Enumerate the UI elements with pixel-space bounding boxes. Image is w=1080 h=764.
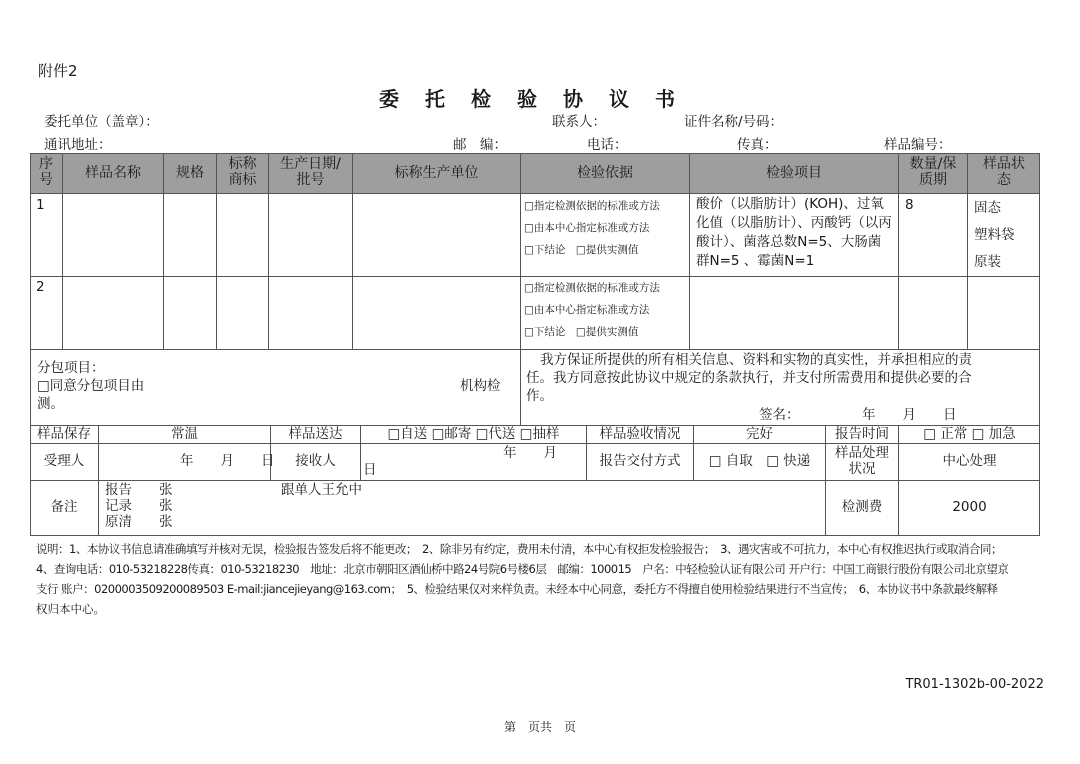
- col-header-spec: 规格: [176, 165, 204, 181]
- document-title: 委托检验协议书: [379, 87, 701, 111]
- fee-label: 检测费: [841, 499, 883, 515]
- acceptor-date: 年 月 日: [180, 453, 275, 469]
- col-header-manufacturer: 标称生产单位: [394, 165, 479, 181]
- basis-option-standard[interactable]: □指定检测依据的标准或方法: [524, 282, 660, 294]
- note-line-3: 支行 账户：0200003509200089503 E-mail:jiancejieyang@163.com； 5、检验结果仅对来样负责。未经本中心同意，委托方不得擅自使用检验结果进行不当宣传； 6、本协议书中条款最终解释: [36, 582, 998, 596]
- col-header-trademark: 标称商标: [228, 156, 257, 188]
- basis-option-conclusion[interactable]: □下结论 □提供实测值: [524, 326, 639, 338]
- delivery-method-label: 报告交付方式: [599, 453, 681, 469]
- col-header-index: 序号: [39, 156, 53, 188]
- basis-option-conclusion[interactable]: □下结论 □提供实测值: [524, 244, 639, 256]
- basis-option-standard[interactable]: □指定检测依据的标准或方法: [524, 200, 660, 212]
- basis-option-center[interactable]: □由本中心指定标准或方法: [524, 304, 650, 316]
- row-1-status: [974, 195, 1015, 276]
- annex-label: 附件2: [38, 62, 78, 80]
- phone-label: 电话：: [587, 137, 628, 153]
- row-2-basis: [524, 277, 660, 343]
- record-copies: 记录 张: [105, 498, 173, 514]
- handling-value: 中心处理: [942, 453, 997, 469]
- report-time-options[interactable]: □ 正常 □ 加急: [923, 426, 1016, 442]
- row-2-index: 2: [36, 279, 45, 295]
- signature-date: 年 月 日: [862, 407, 957, 423]
- remarks-copies: [105, 482, 173, 530]
- col-header-status: 样品状态: [983, 156, 1025, 188]
- delivery-method-options[interactable]: □ 自取 □ 快递: [708, 453, 811, 469]
- page-footer: 第 页共 页: [503, 720, 576, 734]
- note-line-4: 权归本中心。: [36, 602, 105, 616]
- receipt-value: 完好: [746, 426, 773, 442]
- client-unit-label: 委托单位（盖章）：: [44, 114, 159, 130]
- guarantee-line-1: 我方保证所提供的所有相关信息、资料和实物的真实性，并承担相应的责: [540, 352, 972, 368]
- row-1-quantity: 8: [905, 197, 914, 213]
- receipt-label: 样品验收情况: [599, 426, 681, 442]
- sample-number-label: 样品编号：: [884, 137, 952, 153]
- row-1-basis: [524, 195, 660, 261]
- address-label: 通讯地址：: [44, 137, 112, 153]
- handling-label: 样品处理 状况: [835, 445, 889, 477]
- receiver-date-day: 日: [363, 462, 377, 478]
- notes-section: [36, 539, 1046, 619]
- report-time-label: 报告时间: [835, 426, 889, 442]
- agreement-table: [30, 153, 1040, 536]
- status-package: 塑料袋: [974, 227, 1015, 243]
- col-header-production-date: 生产日期/批号: [280, 156, 341, 188]
- row-1-index: 1: [36, 197, 45, 213]
- remarks-label: 备注: [50, 499, 78, 515]
- guarantee-line-2: 任。我方同意按此协议中规定的条款执行，并支付所需费用和提供必要的合: [526, 370, 972, 386]
- delivery-options[interactable]: □自送 □邮寄 □代送 □抽样: [387, 426, 560, 442]
- report-copies: 报告 张: [105, 482, 173, 498]
- delivery-label: 样品送达: [288, 426, 343, 442]
- note-line-1: 说明：1、本协议书信息请准确填写并核对无误，检验报告签发后将不能更改； 2、除非另有约定，费用未付清，本中心有权拒发检验报告； 3、遇灾害或不可抗力，本中心有权推迟执行或取消合同；: [36, 542, 1002, 556]
- guarantee-line-3: 作。: [526, 388, 553, 404]
- storage-label: 样品保存: [37, 426, 91, 442]
- fee-value: 2000: [952, 499, 987, 515]
- col-header-quantity: 数量/保质期: [909, 156, 957, 188]
- status-form: 固态: [974, 200, 1001, 216]
- col-header-basis: 检验依据: [577, 165, 633, 181]
- follower-name: 跟单人王允中: [281, 482, 362, 498]
- receipt-copies: 原清 张: [105, 514, 173, 530]
- receiver-label: 接收人: [295, 453, 336, 469]
- acceptor-label: 受理人: [43, 453, 85, 469]
- subcontract-agency: 机构检: [460, 378, 501, 394]
- fax-label: 传真：: [737, 137, 778, 153]
- status-original: 原装: [974, 254, 1001, 270]
- storage-value: 常温: [171, 426, 198, 442]
- col-header-items: 检验项目: [766, 165, 822, 181]
- subcontract-consent-tail: 测。: [37, 396, 64, 412]
- col-header-sample-name: 样品名称: [85, 165, 141, 181]
- row-1-items: 酸价（以脂肪计）(KOH)、过氧化值（以脂肪计）、丙酸钙（以丙酸计）、菌落总数N=5、大肠菌群N=5 、霉菌N=1: [696, 196, 892, 269]
- subcontract-label: 分包项目：: [37, 360, 105, 376]
- certificate-label: 证件名称/号码：: [684, 114, 784, 130]
- note-line-2: 4、查询电话：010-53218228传真：010-53218230 地址：北京市朝阳区酒仙桥中路24号院6号楼6层 邮编：100015 户名：中轻检验认证有限公司 开户行：中国工商银行股份有限公司北京望京: [36, 562, 1009, 576]
- contact-person-label: 联系人：: [552, 114, 606, 130]
- document-code: TR01-1302b-00-2022: [905, 677, 1044, 692]
- receiver-date: 年 月: [503, 445, 557, 461]
- signature-label: 签名：: [759, 407, 800, 423]
- postcode-label: 邮 编：: [453, 137, 507, 153]
- basis-option-center[interactable]: □由本中心指定标准或方法: [524, 222, 650, 234]
- subcontract-consent[interactable]: □同意分包项目由: [37, 378, 145, 394]
